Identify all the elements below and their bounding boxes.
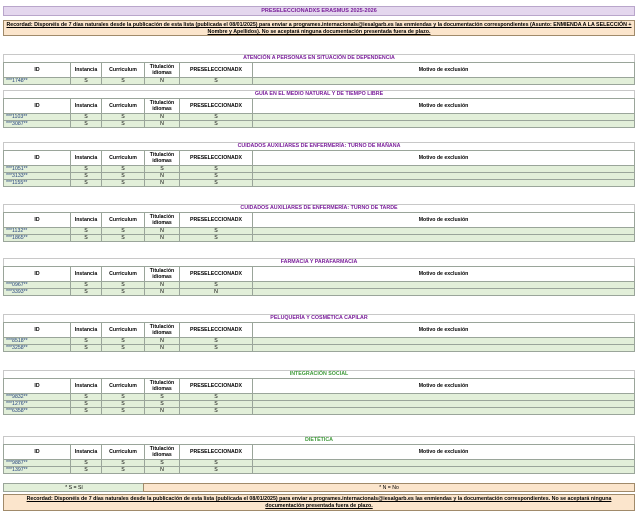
cell-instancia: S [71,180,102,187]
cell-motivo [253,180,635,187]
legend-no: * N = No [143,483,635,492]
cell-preseleccion: S [180,121,253,128]
cell-titulacion: N [145,173,180,180]
cell-instancia: S [71,460,102,467]
cell-id: ***1276** [4,401,71,408]
cell-id: ***1397** [4,467,71,474]
header-motivo: Motivo de exclusión [253,213,635,228]
section-table [3,444,635,474]
header-instancia: Instancia [71,379,102,394]
cell-titulacion: N [145,467,180,474]
cell-motivo [253,121,635,128]
cell-id: ***0967** [4,282,71,289]
header-titulacion: Titulación idiomas [145,267,180,282]
cell-motivo [253,467,635,474]
header-preseleccion: PRESELECCIONADX [180,63,253,78]
table-row [4,114,635,121]
cell-preseleccion: S [180,394,253,401]
header-titulacion: Titulación idiomas [145,445,180,460]
header-titulacion: Titulación idiomas [145,379,180,394]
header-preseleccion: PRESELECCIONADX [180,323,253,338]
cell-preseleccion: S [180,338,253,345]
table-row [4,408,635,415]
cell-titulacion: N [145,345,180,352]
section-table [3,98,635,128]
header-curriculum: Curriculum [102,63,145,78]
cell-curriculum: S [102,173,145,180]
cell-id: ***1103** [4,114,71,121]
table-row [4,338,635,345]
header-instancia: Instancia [71,445,102,460]
cell-motivo [253,401,635,408]
header-curriculum: Curriculum [102,213,145,228]
header-preseleccion: PRESELECCIONADX [180,267,253,282]
cell-id: ***8518** [4,338,71,345]
header-instancia: Instancia [71,267,102,282]
page-title: PRESELECCIONADXS ERASMUS 2025-2026 [3,6,635,16]
header-motivo: Motivo de exclusión [253,379,635,394]
header-titulacion: Titulación idiomas [145,99,180,114]
header-instancia: Instancia [71,63,102,78]
header-id: ID [4,379,71,394]
cell-motivo [253,394,635,401]
section-0 [3,54,635,85]
cell-titulacion: N [145,235,180,242]
header-preseleccion: PRESELECCIONADX [180,99,253,114]
section-title: CUIDADOS AUXILIARES DE ENFERMERÍA: TURNO DE MAÑANA [3,142,635,150]
document [3,6,635,509]
notice-top-text: Recordad: Disponéis de 7 días naturales desde la publicación de esta lista (publicada el 08/01/2025) para enviar a programes.internacionals@iesalgarb.es las enmiendas y la documentación correspondientes (Asunto: ENMIENDA A LA SELECCIÓN + Nombre y Apellidos). No se aceptará ninguna documentación presentada fuera de plazo. [6,22,632,35]
section-table [3,150,635,187]
table-row [4,166,635,173]
header-curriculum: Curriculum [102,379,145,394]
header-motivo: Motivo de exclusión [253,267,635,282]
cell-curriculum: S [102,78,145,85]
table-row [4,460,635,467]
notice-top [3,20,635,36]
section-table [3,378,635,415]
header-id: ID [4,151,71,166]
cell-instancia: S [71,282,102,289]
header-instancia: Instancia [71,213,102,228]
cell-titulacion: N [145,180,180,187]
cell-titulacion: N [145,338,180,345]
section-6 [3,370,635,415]
header-motivo: Motivo de exclusión [253,445,635,460]
cell-curriculum: S [102,114,145,121]
cell-curriculum: S [102,166,145,173]
cell-preseleccion: S [180,282,253,289]
section-title: DIETÉTICA [3,436,635,444]
header-id: ID [4,63,71,78]
header-motivo: Motivo de exclusión [253,99,635,114]
cell-curriculum: S [102,121,145,128]
cell-preseleccion: S [180,78,253,85]
cell-id: ***1132** [4,228,71,235]
cell-curriculum: S [102,282,145,289]
header-motivo: Motivo de exclusión [253,63,635,78]
header-preseleccion: PRESELECCIONADX [180,213,253,228]
header-motivo: Motivo de exclusión [253,151,635,166]
header-row [4,379,635,394]
table-row [4,289,635,296]
cell-motivo [253,282,635,289]
cell-titulacion: N [145,228,180,235]
header-titulacion: Titulación idiomas [145,63,180,78]
cell-curriculum: S [102,408,145,415]
header-preseleccion: PRESELECCIONADX [180,445,253,460]
cell-titulacion: S [145,394,180,401]
cell-titulacion: N [145,121,180,128]
cell-preseleccion: S [180,180,253,187]
cell-titulacion: N [145,114,180,121]
header-curriculum: Curriculum [102,267,145,282]
cell-preseleccion: S [180,467,253,474]
cell-instancia: S [71,173,102,180]
cell-motivo [253,78,635,85]
header-titulacion: Titulación idiomas [145,323,180,338]
cell-curriculum: S [102,228,145,235]
cell-id: ***1748** [4,78,71,85]
table-row [4,180,635,187]
section-table [3,322,635,352]
cell-motivo [253,408,635,415]
cell-preseleccion: S [180,345,253,352]
header-preseleccion: PRESELECCIONADX [180,151,253,166]
cell-curriculum: S [102,467,145,474]
table-row [4,282,635,289]
header-instancia: Instancia [71,151,102,166]
section-table [3,212,635,242]
cell-titulacion: N [145,408,180,415]
cell-instancia: S [71,166,102,173]
cell-preseleccion: S [180,235,253,242]
cell-instancia: S [71,408,102,415]
cell-motivo [253,338,635,345]
header-id: ID [4,267,71,282]
header-row [4,99,635,114]
cell-instancia: S [71,114,102,121]
cell-instancia: S [71,78,102,85]
section-title: GUÍA EN EL MEDIO NATURAL Y DE TIEMPO LIBRE [3,90,635,98]
cell-motivo [253,289,635,296]
cell-preseleccion: S [180,166,253,173]
header-curriculum: Curriculum [102,323,145,338]
section-5 [3,314,635,352]
header-row [4,445,635,460]
cell-preseleccion: S [180,401,253,408]
table-row [4,394,635,401]
cell-instancia: S [71,394,102,401]
section-4 [3,258,635,296]
header-row [4,151,635,166]
header-row [4,323,635,338]
cell-motivo [253,166,635,173]
legend-yes: * S = Sí [3,483,145,492]
header-curriculum: Curriculum [102,99,145,114]
cell-curriculum: S [102,338,145,345]
section-title: PELUQUERÍA Y COSMÉTICA CAPILAR [3,314,635,322]
cell-curriculum: S [102,235,145,242]
cell-id: ***9832** [4,394,71,401]
header-id: ID [4,213,71,228]
cell-instancia: S [71,235,102,242]
section-3 [3,204,635,242]
cell-id: ***1865** [4,235,71,242]
cell-instancia: S [71,228,102,235]
cell-titulacion: S [145,460,180,467]
cell-preseleccion: N [180,289,253,296]
cell-instancia: S [71,345,102,352]
section-title: CUIDADOS AUXILIARES DE ENFERMERÍA: TURNO DE TARDE [3,204,635,212]
cell-id: ***3087** [4,121,71,128]
cell-motivo [253,460,635,467]
header-titulacion: Titulación idiomas [145,213,180,228]
cell-id: ***3258** [4,345,71,352]
cell-preseleccion: S [180,114,253,121]
cell-id: ***3393** [4,289,71,296]
cell-id: ***3133** [4,173,71,180]
header-row [4,213,635,228]
header-instancia: Instancia [71,99,102,114]
section-1 [3,90,635,128]
table-row [4,401,635,408]
header-row [4,63,635,78]
notice-bottom-text: Recordad: Disponéis de 7 días naturales desde la publicación de esta lista (publicada el 08/01/2025) para enviar a programes.internacionals@iesalgarb.es las enmiendas y la documentación correspondientes. No se aceptará ninguna documentación presentada fuera de plazo. [26,496,612,509]
section-title: FARMACIA Y PARAFARMACIA [3,258,635,266]
cell-motivo [253,228,635,235]
cell-preseleccion: S [180,228,253,235]
cell-curriculum: S [102,460,145,467]
cell-instancia: S [71,467,102,474]
table-row [4,173,635,180]
cell-curriculum: S [102,401,145,408]
cell-titulacion: N [145,78,180,85]
table-row [4,235,635,242]
header-id: ID [4,445,71,460]
cell-motivo [253,114,635,121]
legend [3,483,635,491]
table-row [4,78,635,85]
cell-instancia: S [71,289,102,296]
header-preseleccion: PRESELECCIONADX [180,379,253,394]
cell-motivo [253,345,635,352]
table-row [4,467,635,474]
cell-instancia: S [71,401,102,408]
cell-motivo [253,173,635,180]
header-motivo: Motivo de exclusión [253,323,635,338]
cell-id: ***1155** [4,180,71,187]
cell-preseleccion: S [180,460,253,467]
notice-bottom [3,494,635,511]
section-table [3,266,635,296]
header-id: ID [4,323,71,338]
cell-instancia: S [71,121,102,128]
cell-motivo [253,235,635,242]
cell-curriculum: S [102,289,145,296]
cell-curriculum: S [102,180,145,187]
cell-id: ***6358** [4,408,71,415]
cell-titulacion: N [145,289,180,296]
section-title: INTEGRACIÓN SOCIAL [3,370,635,378]
table-row [4,345,635,352]
header-instancia: Instancia [71,323,102,338]
cell-id: ***9887** [4,460,71,467]
cell-curriculum: S [102,394,145,401]
cell-preseleccion: S [180,408,253,415]
section-table [3,62,635,85]
header-id: ID [4,99,71,114]
table-row [4,228,635,235]
section-7 [3,436,635,474]
cell-titulacion: S [145,166,180,173]
cell-id: ***1051** [4,166,71,173]
table-row [4,121,635,128]
cell-curriculum: S [102,345,145,352]
cell-titulacion: S [145,401,180,408]
cell-instancia: S [71,338,102,345]
cell-preseleccion: S [180,173,253,180]
header-titulacion: Titulación idiomas [145,151,180,166]
header-curriculum: Curriculum [102,445,145,460]
header-curriculum: Curriculum [102,151,145,166]
section-2 [3,142,635,187]
cell-titulacion: N [145,282,180,289]
header-row [4,267,635,282]
section-title: ATENCIÓN A PERSONAS EN SITUACIÓN DE DEPENDENCIA [3,54,635,62]
